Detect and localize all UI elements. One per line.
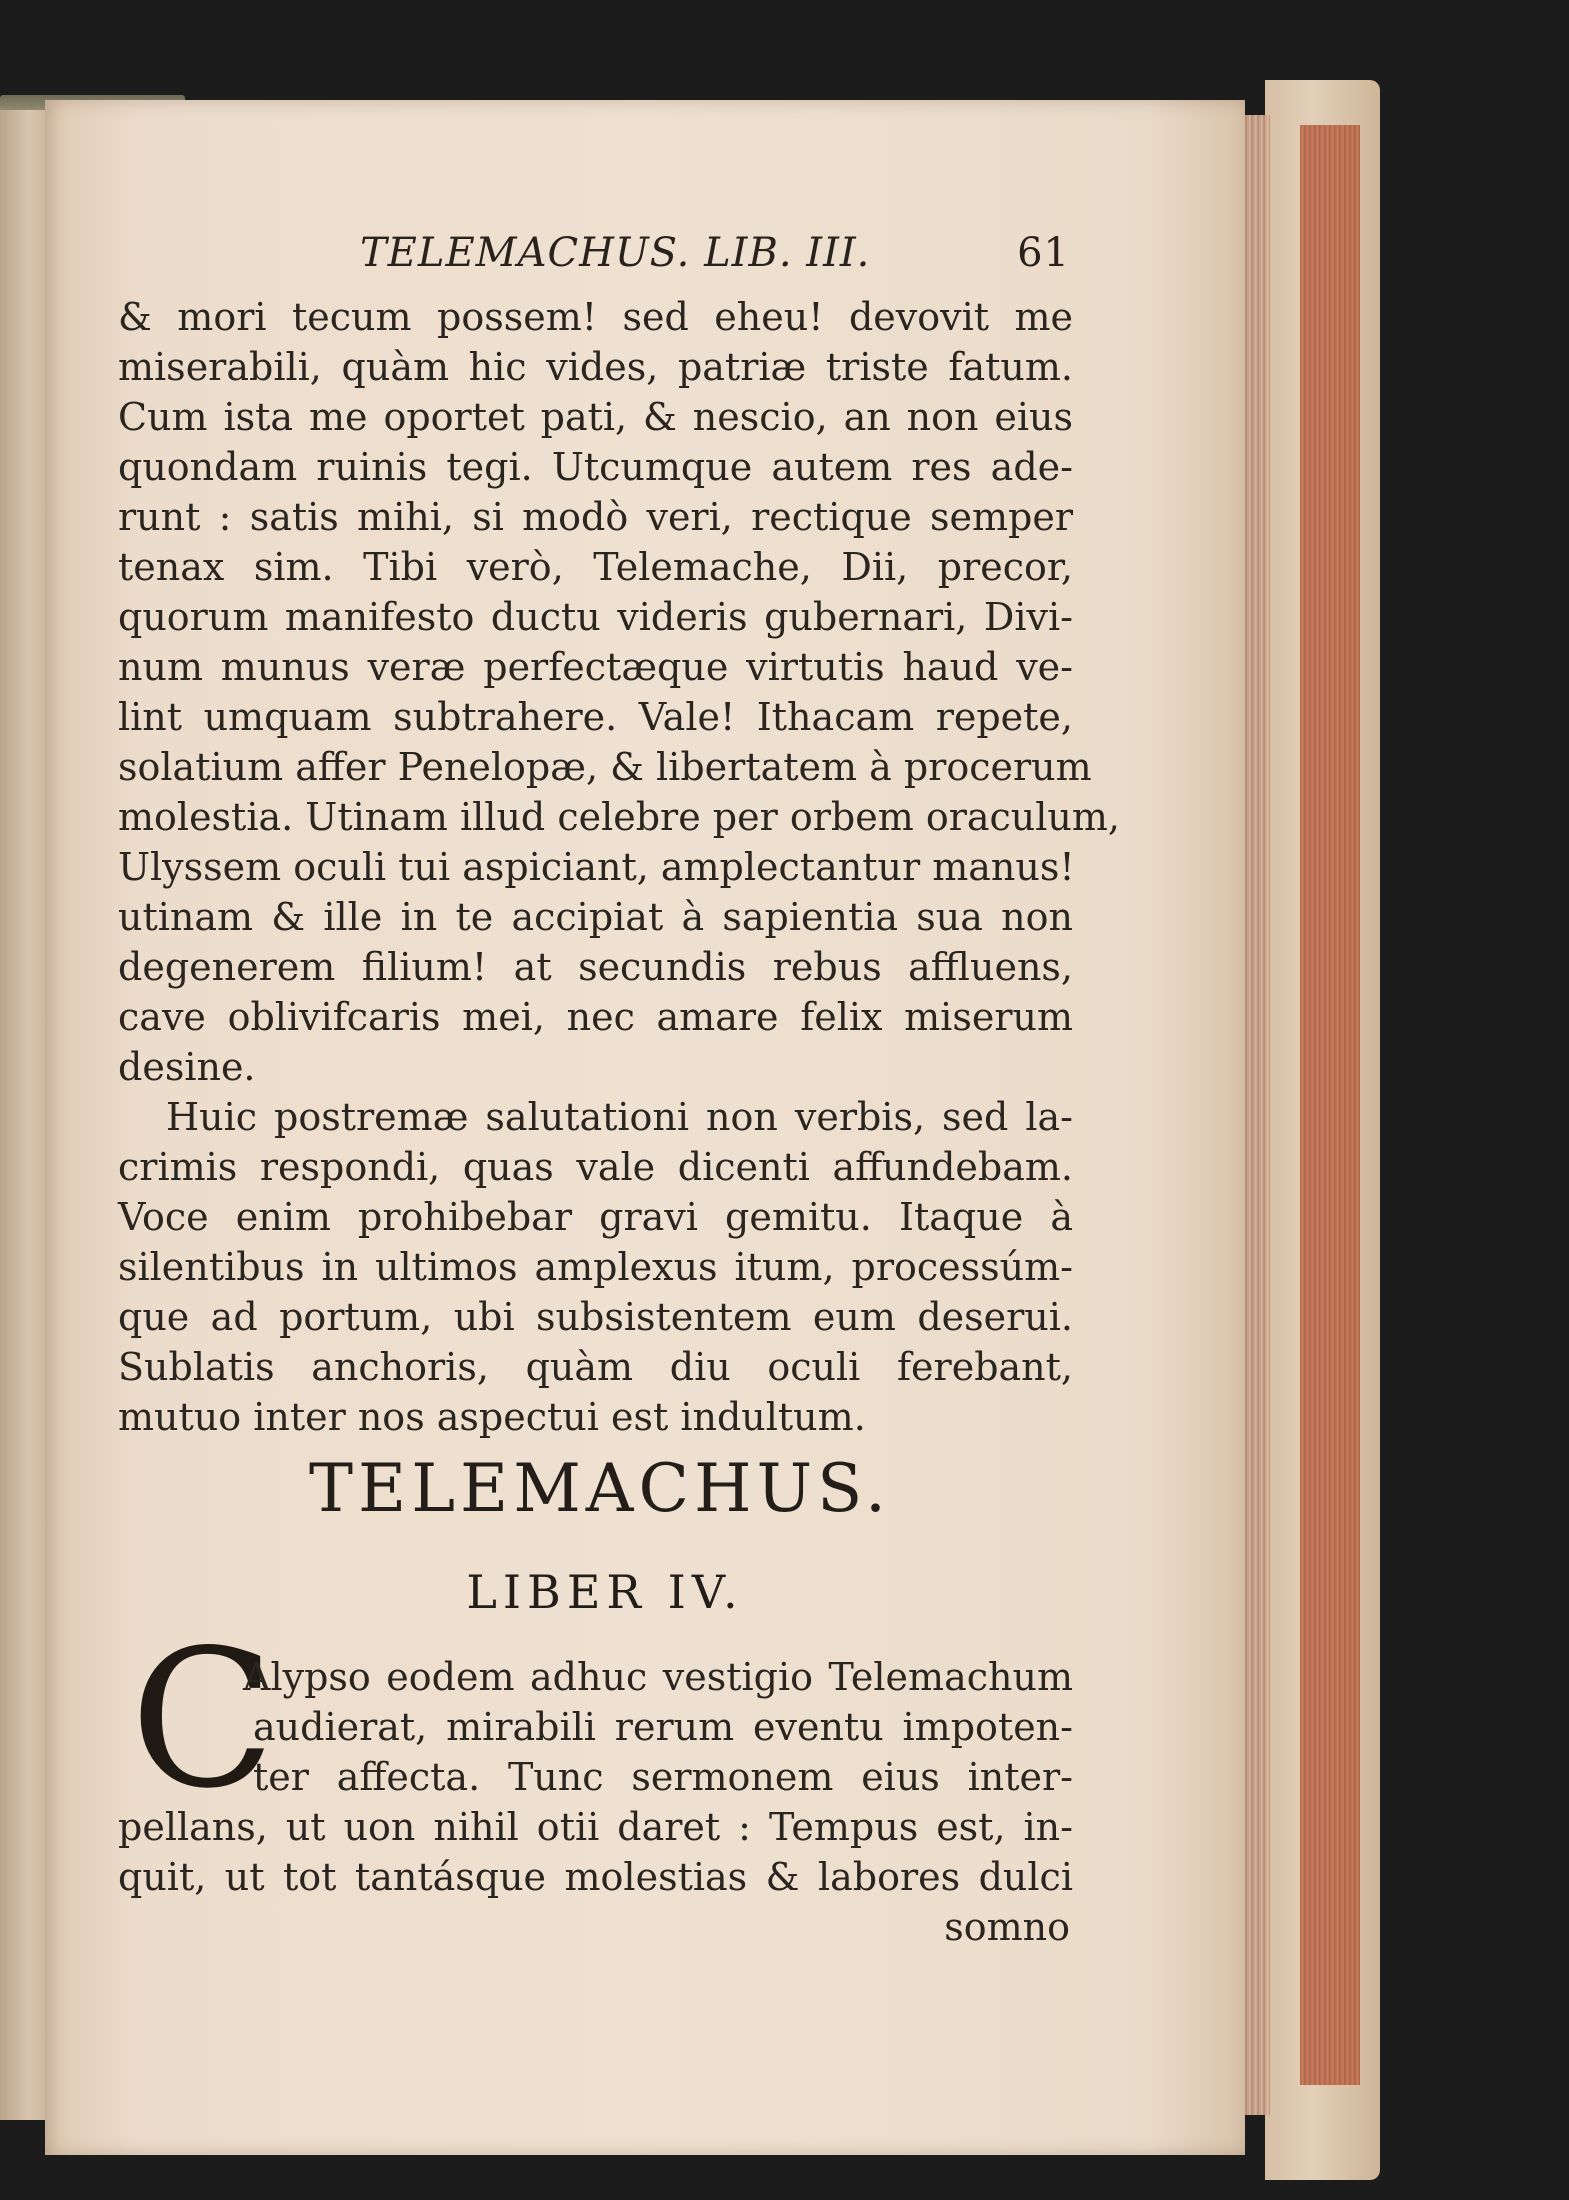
text-line: lint umquam subtrahere. Vale! Ithacam repete, bbox=[118, 695, 1073, 739]
page-block-red-edge bbox=[1300, 125, 1360, 2085]
catchword: somno bbox=[944, 1905, 1070, 1949]
book-heading: TELEMACHUS. bbox=[309, 1450, 891, 1527]
text-line: molestia. Utinam illud celebre per orbem oraculum, bbox=[118, 795, 1121, 839]
book-subheading: LIBER IV. bbox=[466, 1565, 744, 1619]
text-line: solatium affer Penelopæ, & libertatem à procerum bbox=[118, 745, 1092, 789]
text-line: quit, ut tot tantásque molestias & labores dulci bbox=[118, 1855, 1073, 1899]
text-line: utinam & ille in te accipiat à sapientia sua non bbox=[118, 895, 1073, 939]
text-line: silentibus in ultimos amplexus itum, processúm- bbox=[118, 1245, 1073, 1289]
text-line: Alypso eodem adhuc vestigio Telemachum bbox=[243, 1655, 1073, 1699]
text-line: audierat, mirabili rerum eventu impoten- bbox=[253, 1705, 1073, 1749]
text-line: & mori tecum possem! sed eheu! devovit me bbox=[118, 295, 1073, 339]
text-line: pellans, ut uon nihil otii daret : Tempus est, in- bbox=[118, 1805, 1073, 1849]
text-line: Ulyssem oculi tui aspiciant, amplectantur manus! bbox=[118, 845, 1075, 889]
running-head bbox=[360, 230, 1080, 290]
text-line: mutuo inter nos aspectui est indultum. bbox=[118, 1395, 866, 1439]
text-line: runt : satis mihi, si modò veri, rectique semper bbox=[118, 495, 1073, 539]
page-number: 61 bbox=[1017, 230, 1070, 276]
text-line: Huic postremæ salutationi non verbis, sed la- bbox=[166, 1095, 1073, 1139]
text-line: degenerem filium! at secundis rebus affluens, bbox=[118, 945, 1073, 989]
running-head-title: TELEMACHUS. LIB. III. bbox=[360, 230, 871, 276]
text-line: Cum ista me oportet pati, & nescio, an non eius bbox=[118, 395, 1073, 439]
text-line: Sublatis anchoris, quàm diu oculi ferebant, bbox=[118, 1345, 1073, 1389]
text-line: miserabili, quàm hic vides, patriæ triste fatum. bbox=[118, 345, 1073, 389]
text-line: que ad portum, ubi subsistentem eum deserui. bbox=[118, 1295, 1073, 1339]
text-line: quondam ruinis tegi. Utcumque autem res ade- bbox=[118, 445, 1073, 489]
text-line: quorum manifesto ductu videris gubernari, Divi- bbox=[118, 595, 1073, 639]
drop-cap: C bbox=[130, 1609, 276, 1830]
text-line: num munus veræ perfectæque virtutis haud ve- bbox=[118, 645, 1073, 689]
text-line: crimis respondi, quas vale dicenti affundebam. bbox=[118, 1145, 1073, 1189]
text-line: desine. bbox=[118, 1045, 256, 1089]
text-line: cave oblivifcaris mei, nec amare felix miserum bbox=[118, 995, 1073, 1039]
text-line: Voce enim prohibebar gravi gemitu. Itaque à bbox=[118, 1195, 1073, 1239]
text-line: ter affecta. Tunc sermonem eius inter- bbox=[253, 1755, 1073, 1799]
text-line: tenax sim. Tibi verò, Telemache, Dii, precor, bbox=[118, 545, 1073, 589]
